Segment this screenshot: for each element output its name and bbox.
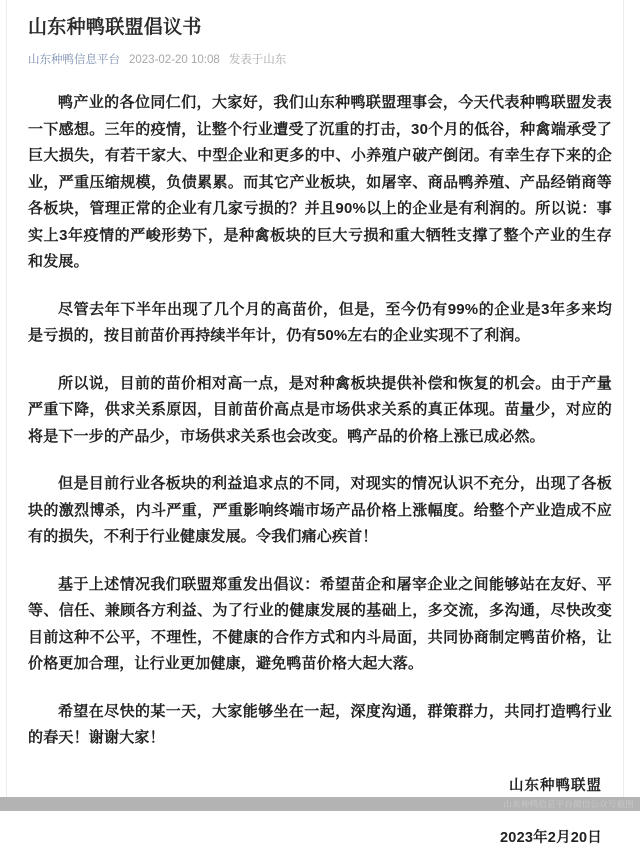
publisher-account-link[interactable]: 山东种鸭信息平台 [28, 54, 120, 66]
publish-location: 发表于山东 [228, 54, 287, 66]
article-signoff [28, 773, 612, 851]
article-paragraph: 尽管去年下半年出现了几个月的高苗价，但是，至今仍有99%的企业是3年多来均是亏损的，按目前苗价再持续半年计，仍有50%左右的企业实现不了利润。 [28, 300, 612, 344]
footer-watermark-bar [0, 797, 640, 811]
article-paragraph: 但是目前行业各板块的利益追求点的不同，对现实的情况认识不充分，出现了各板块的激烈博杀，内斗严重，严重影响终端市场产品价格上涨幅度。给整个产业造成不应有的损失，不利于行业健康发展。令我们痛心疾首！ [28, 475, 612, 545]
article-body [28, 90, 612, 752]
article-container [28, 0, 612, 851]
article-title: 山东种鸭联盟倡议书 [28, 17, 202, 38]
article-paragraph: 希望在尽快的某一天，大家能够坐在一起，深度沟通，群策群力，共同打造鸭行业的春天！谢谢大家！ [28, 702, 612, 746]
publish-datetime: 2023-02-20 10:08 [129, 54, 220, 66]
article-paragraph: 鸭产业的各位同仁们，大家好，我们山东种鸭联盟理事会，今天代表种鸭联盟发表一下感想。三年的疫情，让整个行业遭受了沉重的打击，30个月的低谷，种禽端承受了巨大损失，有若干家大、中型企业和更多的中、小养殖户破产倒闭。有幸生存下来的企业，严重压缩规模，负债累累。而其它产业板块，如屠宰、商品鸭养殖、产品经销商等各板块，管理正常的企业有几家亏损的？并且90%以上的企业是有利润的。所以说：事实上3年疫情的严峻形势下，是种禽板块的巨大亏损和重大牺牲支撑了整个产业的生存和发展。 [28, 94, 612, 270]
signoff-date: 2023年2月20日 [500, 829, 602, 846]
page-right-rule [623, 0, 624, 811]
article-paragraph: 所以说，目前的苗价相对高一点，是对种禽板块提供补偿和恢复的机会。由于产量严重下降，供求关系原因，目前苗价高点是市场供求关系的真正体现。苗量少，对应的将是下一步的产品少，市场供求关系也会改变。鸭产品的价格上涨已成必然。 [28, 374, 612, 445]
page-left-rule [6, 0, 7, 811]
article-paragraph: 基于上述情况我们联盟郑重发出倡议：希望苗企和屠宰企业之间能够站在友好、平等、信任、兼顾各方利益、为了行业的健康发展的基础上，多交流，多沟通，尽快改变目前这种不公平，不理性，不健康的合作方式和内斗局面，共同协商制定鸭苗价格，让价格更加合理，让行业更加健康，避免鸭苗价格大起大落。 [28, 575, 612, 672]
footer-watermark-text: 山东种鸭信息平台微信公众号截图 [503, 799, 634, 809]
signoff-organization: 山东种鸭联盟 [509, 777, 602, 794]
article-meta [28, 52, 612, 68]
